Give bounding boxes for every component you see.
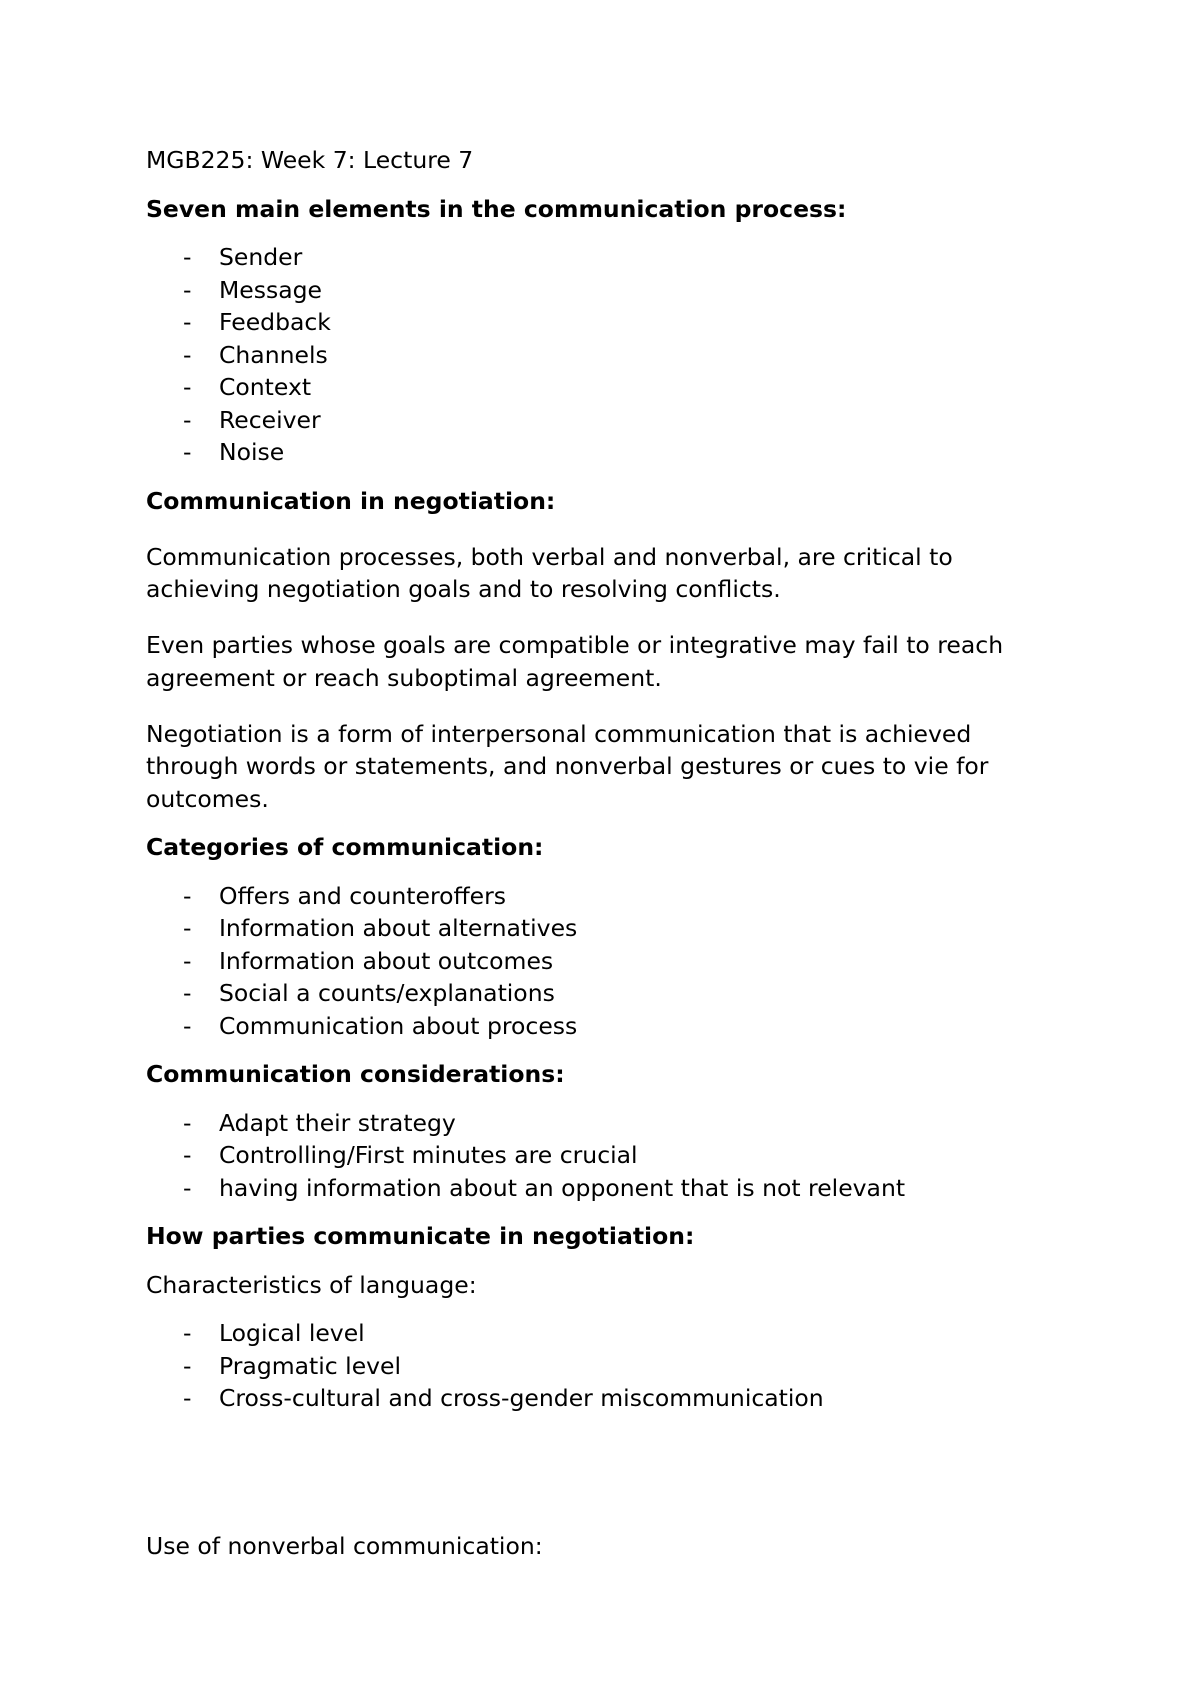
bullet-dash: -	[183, 1108, 192, 1137]
bullet-dash: -	[183, 1141, 192, 1169]
section-heading-elements: Seven main elements in the communication process:	[146, 194, 847, 223]
list-item-text: Controlling/First minutes are crucial	[219, 1141, 638, 1169]
bullet-dash: -	[183, 405, 192, 434]
list-item	[146, 1350, 1066, 1383]
list-item	[146, 241, 1066, 274]
list-item-text: Noise	[219, 438, 285, 466]
bullet-dash: -	[183, 1319, 192, 1347]
list-item-text: Cross-cultural and cross-gender miscommunication	[219, 1384, 824, 1412]
list-item	[146, 945, 1066, 978]
list-item	[146, 1317, 1066, 1350]
list-item	[146, 436, 1066, 469]
paragraph: Even parties whose goals are compatible or integrative may fail to reach agreement or reach suboptimal agreement.	[146, 631, 1004, 692]
section-heading-how-parties: How parties communicate in negotiation:	[146, 1222, 695, 1250]
bullet-dash: -	[183, 340, 192, 369]
list-item-text: Information about outcomes	[219, 946, 554, 975]
document-title: MGB225: Week 7: Lecture 7	[146, 146, 474, 174]
language-intro: Characteristics of language:	[146, 1270, 477, 1299]
list-item	[146, 404, 1066, 437]
list-item	[146, 1139, 1066, 1172]
list-item	[146, 912, 1066, 945]
bullet-dash: -	[183, 438, 192, 466]
list-item-text: Context	[219, 373, 312, 401]
list-item-text: Information about alternatives	[219, 914, 578, 942]
list-item	[146, 371, 1066, 404]
section-heading-negotiation: Communication in negotiation:	[146, 486, 556, 515]
list-item	[146, 1107, 1066, 1140]
list-item	[146, 977, 1066, 1010]
section-heading-considerations: Communication considerations:	[146, 1060, 565, 1088]
considerations-list	[146, 1107, 1066, 1205]
bullet-dash: -	[183, 1384, 192, 1412]
list-item-text: Channels	[219, 340, 328, 369]
bullet-dash: -	[183, 1011, 192, 1040]
paragraph: Negotiation is a form of interpersonal communication that is achieved through words or statements, and nonverbal gestures or cues to vie for outcomes.	[146, 719, 989, 813]
list-item-text: Pragmatic level	[219, 1351, 402, 1380]
bullet-dash: -	[183, 275, 192, 304]
list-item	[146, 306, 1066, 339]
list-item-text: Message	[219, 275, 322, 304]
paragraph: Communication processes, both verbal and nonverbal, are critical to achieving negotiation goals and to resolving conflicts.	[146, 542, 953, 603]
list-item-text: having information about an opponent that is not relevant	[219, 1173, 906, 1202]
nonverbal-line: Use of nonverbal communication:	[146, 1531, 543, 1560]
list-item-text: Communication about process	[219, 1011, 578, 1040]
list-item	[146, 1010, 1066, 1043]
elements-list	[146, 241, 1066, 469]
bullet-dash: -	[183, 946, 192, 975]
document-content	[146, 144, 1066, 1562]
list-item-text: Social a counts/explanations	[219, 979, 555, 1007]
section-heading-categories: Categories of communication:	[146, 833, 544, 861]
categories-list	[146, 880, 1066, 1043]
list-item	[146, 1172, 1066, 1205]
bullet-dash: -	[183, 979, 192, 1007]
list-item-text: Feedback	[219, 308, 331, 336]
bullet-dash: -	[183, 373, 192, 401]
bullet-dash: -	[183, 914, 192, 942]
list-item	[146, 1382, 1066, 1415]
list-item-text: Logical level	[219, 1319, 365, 1347]
bullet-dash: -	[183, 243, 192, 271]
bullet-dash: -	[183, 881, 192, 910]
blank-space	[146, 1431, 1066, 1530]
list-item-text: Receiver	[219, 405, 321, 434]
list-item	[146, 339, 1066, 372]
bullet-dash: -	[183, 1351, 192, 1380]
bullet-dash: -	[183, 1173, 192, 1202]
language-list	[146, 1317, 1066, 1415]
list-item	[146, 274, 1066, 307]
list-item-text: Offers and counteroffers	[219, 881, 507, 910]
list-item	[146, 880, 1066, 913]
list-item-text: Sender	[219, 243, 303, 271]
bullet-dash: -	[183, 308, 192, 336]
list-item-text: Adapt their strategy	[219, 1108, 456, 1137]
